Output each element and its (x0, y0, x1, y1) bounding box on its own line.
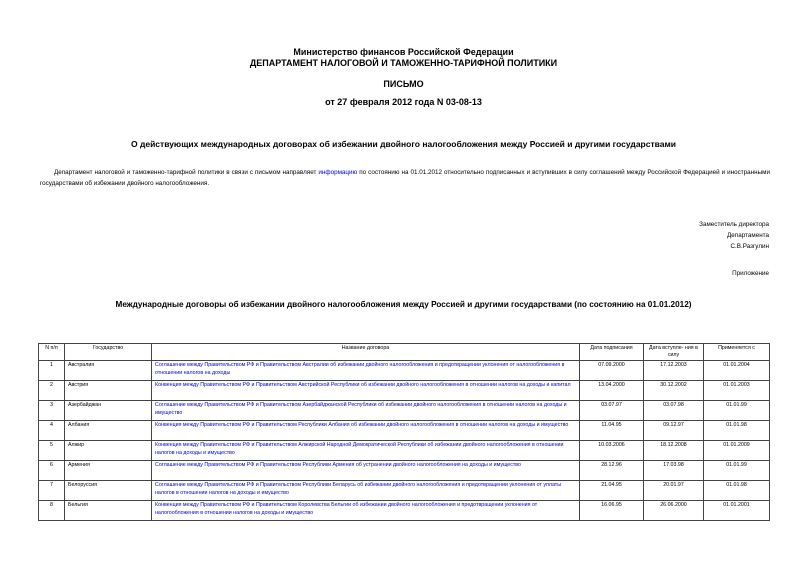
row-num: 6 (39, 461, 65, 481)
signature-block (699, 219, 769, 252)
department-name: ДЕПАРТАМЕНТ НАЛОГОВОЙ И ТАМОЖЕННО-ТАРИФНОЙ ПОЛИТИКИ (249, 58, 558, 68)
information-link[interactable]: информацию (318, 169, 358, 176)
header-num: N п/п (39, 344, 65, 361)
intro-paragraph (40, 167, 770, 189)
table-row (39, 461, 770, 481)
table-row (39, 361, 770, 381)
row-treaty-link[interactable]: Соглашение между Правительством РФ и Правительством Республики Беларусь об избежании двойного налогообложения и предотвращении уклонения от уплаты налогов в отношении налогов на доходы и имущество (152, 481, 580, 501)
intro-text-after: по состоянию на 01.01.2012 относительно подписанных и вступивших в силу соглашений между Российской Федерацией и иностранными государствами об избежании двойного налогообложения. (40, 169, 771, 187)
row-treaty-link[interactable]: Конвенция между Правительством РФ и Правительством Королевства Бельгии об избежании двойного налогообложения и предотвращении уклонения от налогообложения в отношении налогов на доходы и имущество (152, 501, 580, 521)
row-num: 7 (39, 481, 65, 501)
header-applies-from: Применяется с (704, 344, 770, 361)
row-treaty-link[interactable]: Соглашение между Правительством РФ и Правительством Республики Армения об устранении двойного налогообложения на доходы и имущество (152, 461, 580, 481)
appendix-label: Приложение (732, 270, 769, 277)
row-applies: 01.01.98 (704, 481, 770, 501)
table-row (39, 421, 770, 441)
row-country: Бельгия (65, 501, 152, 521)
row-signed: 07.09.2000 (580, 361, 644, 381)
row-effective: 30.12.2002 (644, 381, 704, 401)
row-applies: 01.01.2003 (704, 381, 770, 401)
row-country: Австралия (65, 361, 152, 381)
row-effective: 18.12.2008 (644, 441, 704, 461)
signature-position-line2: Департамента (727, 232, 769, 239)
row-applies: 01.01.2001 (704, 501, 770, 521)
treaties-table (38, 343, 770, 521)
row-treaty-link[interactable]: Соглашение между Правительством РФ и Правительством Австралии об избежании двойного налогообложения и предотвращении уклонения от налогообложения в отношении налогов на доходы (152, 361, 580, 381)
row-applies: 01.01.99 (704, 401, 770, 421)
row-signed: 16.06.95 (580, 501, 644, 521)
row-applies: 01.01.2009 (704, 441, 770, 461)
row-country: Азербайджан (65, 401, 152, 421)
row-signed: 11.04.95 (580, 421, 644, 441)
row-num: 5 (39, 441, 65, 461)
row-applies: 01.01.2004 (704, 361, 770, 381)
intro-text-before: Департамент налоговой и таможенно-тарифной политики в связи с письмом направляет (54, 169, 319, 176)
header-treaty-name: Название договора (152, 344, 580, 361)
header-signed-date: Дата подписания (580, 344, 644, 361)
header-effective-date: Дата вступле- ния в силу (644, 344, 704, 361)
row-country: Алжир (65, 441, 152, 461)
row-treaty-link[interactable]: Конвенция между Правительством РФ и Правительством Алжирской Народной Демократической Республики об избежании двойного налогообложения в отношении налогов на доходы и имущество (152, 441, 580, 461)
row-effective: 20.01.97 (644, 481, 704, 501)
row-country: Албания (65, 421, 152, 441)
row-signed: 21.04.95 (580, 481, 644, 501)
row-num: 1 (39, 361, 65, 381)
row-applies: 01.01.98 (704, 421, 770, 441)
table-header-row (39, 344, 770, 361)
ministry-name: Министерство финансов Российской Федерации (293, 47, 514, 57)
header-country: Государство (65, 344, 152, 361)
table-row (39, 401, 770, 421)
row-signed: 10.03.2006 (580, 441, 644, 461)
row-effective: 03.07.98 (644, 401, 704, 421)
row-effective: 17.03.98 (644, 461, 704, 481)
letter-subject: О действующих международных договорах об избежании двойного налогообложения между Россией и другими государствами (130, 139, 676, 149)
row-effective: 09.12.97 (644, 421, 704, 441)
signature-name: С.В.Разгулин (730, 243, 769, 250)
document-type: ПИСЬМО (383, 79, 424, 89)
row-num: 4 (39, 421, 65, 441)
table-row (39, 441, 770, 461)
row-signed: 28.12.96 (580, 461, 644, 481)
row-applies: 01.01.99 (704, 461, 770, 481)
table-row (39, 481, 770, 501)
row-treaty-link[interactable]: Конвенция между Правительством РФ и Правительством Республики Албания об избежании двойного налогообложения в отношении налогов на доходы и имущество (152, 421, 580, 441)
table-row (39, 381, 770, 401)
row-country: Австрия (65, 381, 152, 401)
row-signed: 13.04.2000 (580, 381, 644, 401)
row-treaty-link[interactable]: Конвенция между Правительством РФ и Правительством Австрийской Республики об избежании двойного налогообложения в отношении налогов на доходы и капитал (152, 381, 580, 401)
row-signed: 03.07.97 (580, 401, 644, 421)
row-num: 3 (39, 401, 65, 421)
row-effective: 17.12.2003 (644, 361, 704, 381)
table-row (39, 501, 770, 521)
row-country: Армения (65, 461, 152, 481)
row-effective: 26.06.2000 (644, 501, 704, 521)
signature-position-line1: Заместитель директора (699, 221, 769, 228)
row-num: 8 (39, 501, 65, 521)
document-date-number: от 27 февраля 2012 года N 03-08-13 (325, 97, 482, 107)
table-title: Международные договоры об избежании двойного налогообложения между Россией и другими государствами (по состоянию на 01.01.2012) (115, 300, 692, 309)
row-country: Белоруссия (65, 481, 152, 501)
row-treaty-link[interactable]: Соглашение между Правительством РФ и Правительством Азербайджанской Республики об избежании двойного налогообложения в отношении налогов на доходы и имущество (152, 401, 580, 421)
row-num: 2 (39, 381, 65, 401)
